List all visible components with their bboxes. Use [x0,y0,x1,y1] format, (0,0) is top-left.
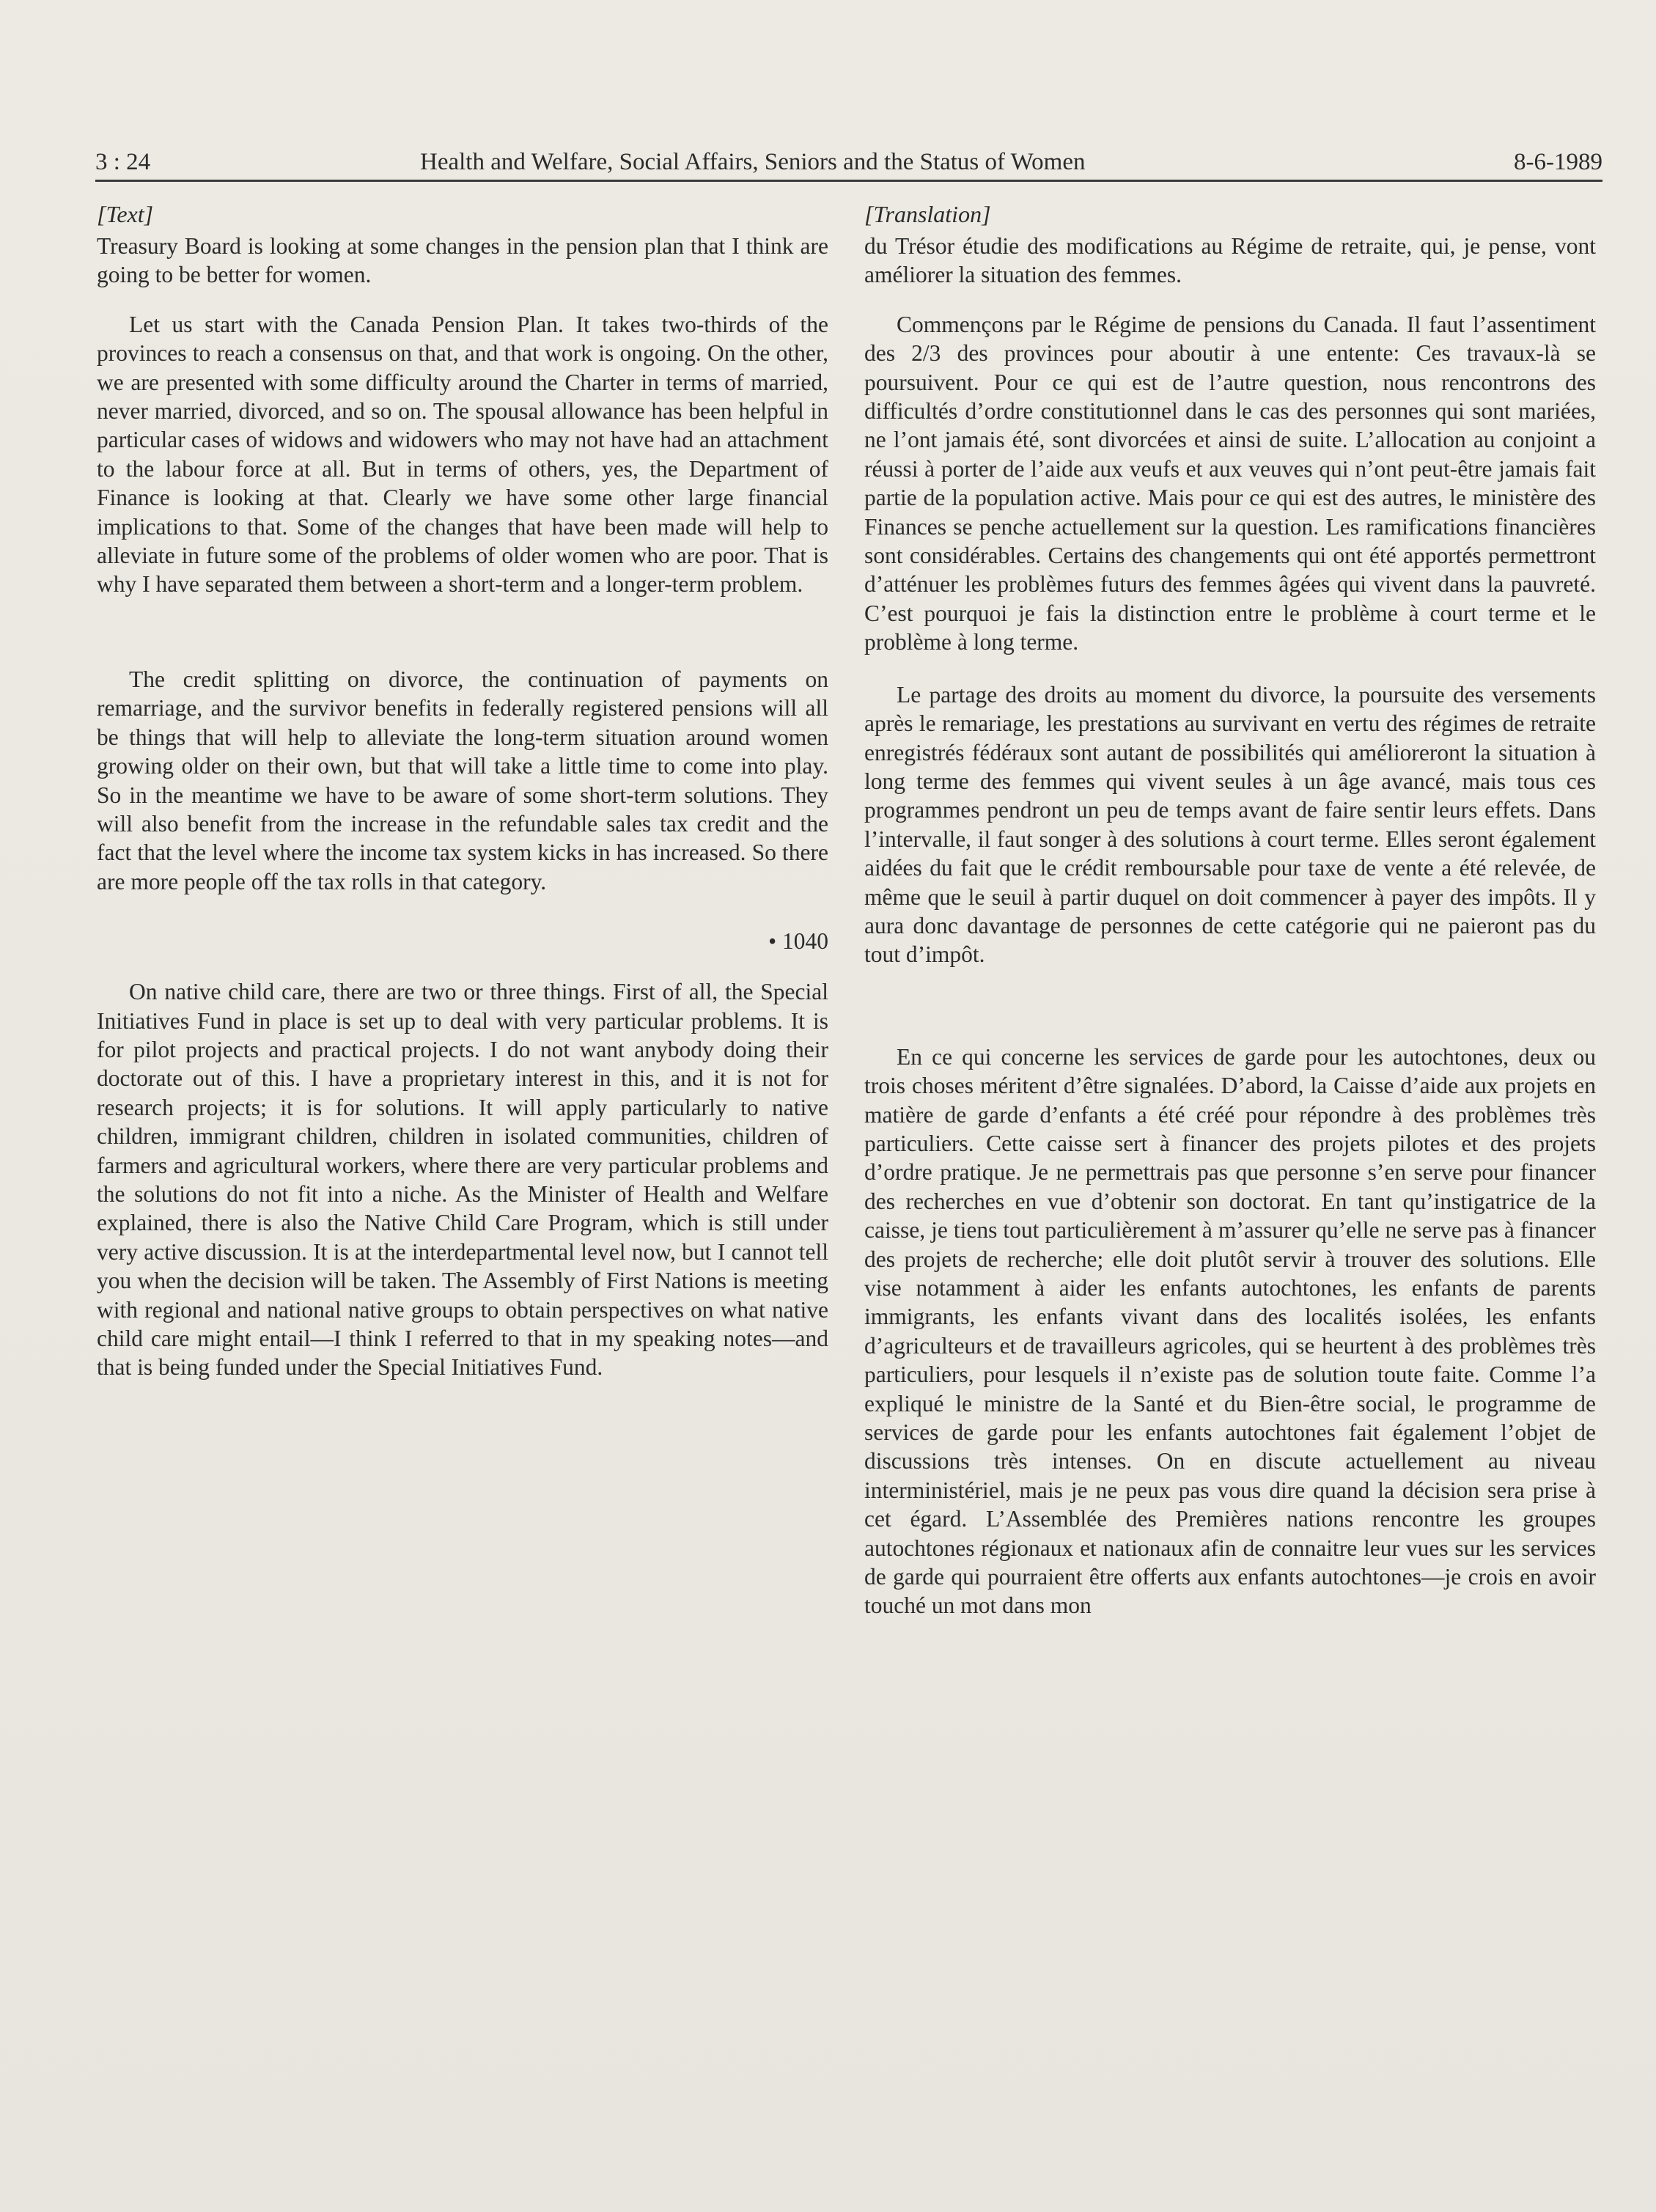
page-number: 3 : 24 [95,149,151,175]
translation-label: [Translation] [864,201,991,227]
paragraph: Le partage des droits au moment du divorce, la poursuite des versements après le remariage, les prestations au survivant en vertu des régimes de retraite enregistrés fédéraux sont autant de possibilités qui amélioreront la situation à long terme des femmes qui vivent seules à un âge avancé, mais tous ces programmes pendront un peu de temps avant de faire sentir leurs effets. Dans l’intervalle, il faut songer à des solutions à court terme. Elles seront également aidées du fait que le crédit remboursable pour taxe de vente a été relevée, de même que le seuil à partir duquel on doit commencer à payer des impôts. Il y aura donc davantage de personnes de cette catégorie qui ne paieront pas du tout d’impôt. [864,681,1596,968]
paragraph: En ce qui concerne les services de garde pour les autochtones, deux ou trois choses méritent d’être signalées. D’abord, la Caisse d’aide aux projets en matière de garde d’enfants a été créé pour répondre à des problèmes très particuliers. Cette caisse sert à financer des projets pilotes et des projets d’ordre pratique. Je ne permettrais pas que personne s’en serve pour financer des recherches en vue d’obtenir son doctorat. En tant qu’instigatrice de la caisse, je tiens tout particulièrement à m’assurer qu’elle ne serve pas à financer des projets de recherche; elle doit plutôt servir à trouver des solutions. Elle vise notamment à aider les enfants autochtones, les enfants de parents immigrants, les enfants vivant dans des localités isolées, les enfants d’agriculteurs et de travailleurs agricoles, qui se heurtent à des problèmes très particuliers, pour lesquels il n’existe pas de solution toute faite. Comme l’a expliqué le ministre de la Santé et du Bien-être social, le programme de services de garde pour les enfants autochtones fait également l’objet de discussions très intenses. On en discute actuellement au niveau interministériel, mais je ne peux pas vous dire quand la décision sera prise à cet égard. L’Assemblée des Premières nations rencontre les groupes autochtones régionaux et nationaux afin de connaitre leur vues sur les services de garde qui pourraient être offerts aux enfants autochtones—je crois en avoir touché un mot dans mon [864,1043,1596,1619]
paragraph: Commençons par le Régime de pensions du Canada. Il faut l’assentiment des 2/3 des provinces pour aboutir à une entente: Ces travaux-là se poursuivent. Pour ce qui est de l’autre question, nous rencontrons des difficultés d’ordre constitutionnel dans le cas des personnes qui sont mariées, ne l’ont jamais été, sont divorcées et ainsi de suite. L’allocation au conjoint a réussi à porter de l’aide aux veufs et aux veuves qui n’ont peut-être jamais fait partie de la population active. Mais pour ce qui est des autres, le ministère des Finances se penche actuellement sur la question. Les ramifications financières sont considérables. Certains des changements qui ont été apportés permettront d’atténuer les problèmes futurs des femmes âgées qui vivent dans la pauvreté. C’est pourquoi je fais la distinction entre le problème à court terme et le problème à long terme. [864,311,1596,655]
time-marker: • 1040 [768,928,828,955]
paragraph: du Trésor étudie des modifications au Régime de retraite, qui, je pense, vont améliorer la situation des femmes. [864,233,1596,288]
page-header [95,144,1602,180]
header-rule [95,180,1602,182]
running-title: Health and Welfare, Social Affairs, Seniors and the Status of Women [420,149,1086,175]
french-column [864,198,1596,1620]
text-label: [Text] [97,201,154,227]
paragraph: On native child care, there are two or three things. First of all, the Special Initiatives Fund in place is set up to deal with very particular problems. It is for pilot projects and practical projects. I do not want anybody doing their doctorate out of this. I have a proprietary interest in this, and it is not for research projects; it is for solutions. It will apply particularly to native children, immigrant children, children in isolated communities, children of farmers and agricultural workers, where there are very particular problems and the solutions do not fit into a niche. As the Minister of Health and Welfare explained, there is also the Native Child Care Program, which is still under very active discussion. It is at the interdepartmental level now, but I cannot tell you when the decision will be taken. The Assembly of First Nations is meeting with regional and national native groups to obtain perspectives on what native child care might entail—I think I referred to that in my speaking notes—and that is being funded under the Special Initiatives Fund. [97,979,828,1381]
header-date: 8-6-1989 [1514,149,1602,175]
english-column [97,198,828,1382]
paragraph: The credit splitting on divorce, the continuation of payments on remarriage, and the survivor benefits in federally registered pensions will all be things that will help to alleviate the long-term situation around women growing older on their own, but that will take a little time to come into play. So in the meantime we have to be aware of some short-term solutions. They will also benefit from the increase in the refundable sales tax credit and the fact that the level where the income tax system kicks in has increased. So there are more people off the tax rolls in that category. [97,666,828,894]
paragraph: Treasury Board is looking at some changes in the pension plan that I think are going to be better for women. [97,233,828,288]
paragraph: Let us start with the Canada Pension Plan. It takes two-thirds of the provinces to reach a consensus on that, and that work is ongoing. On the other, we are presented with some difficulty around the Charter in terms of married, never married, divorced, and so on. The spousal allowance has been helpful in particular cases of widows and widowers who may not have had an attachment to the labour force at all. But in terms of others, yes, the Department of Finance is looking at that. Clearly we have some other large financial implications to that. Some of the changes that have been made will help to alleviate in future some of the problems of older women who are poor. That is why I have separated them between a short-term and a longer-term problem. [97,311,828,598]
